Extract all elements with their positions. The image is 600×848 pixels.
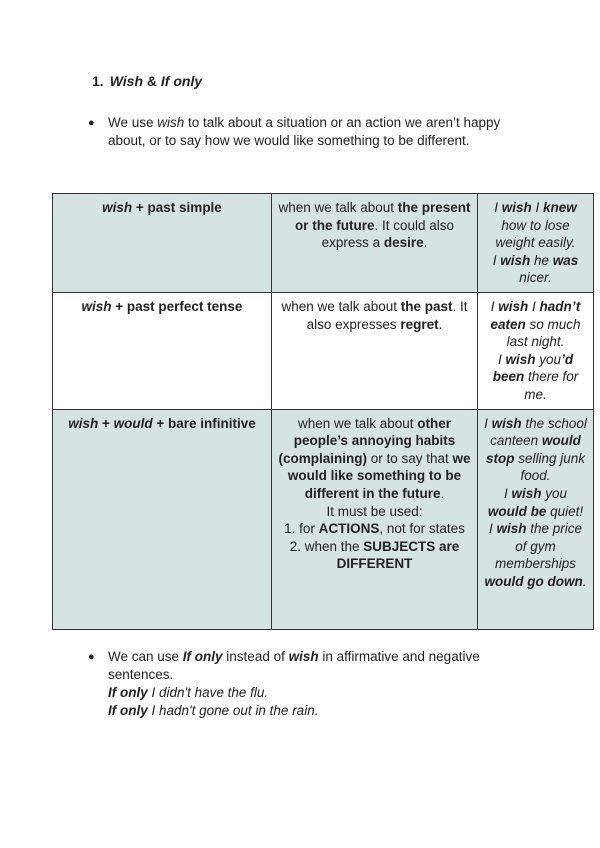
if-only-bullet xyxy=(88,648,518,720)
must-be-used: It must be used: xyxy=(326,503,423,519)
intro-bullet xyxy=(88,114,518,150)
usage-list xyxy=(278,520,471,573)
use-cell: when we talk about the past. It also expresses regret. xyxy=(271,292,477,409)
intro-text-part: to talk about a situation or an action we aren’t happy about, or to say how we would like something to be different. xyxy=(108,115,501,148)
heading-number: 1. xyxy=(92,73,104,89)
list-item: 1. for ACTIONS, not for states xyxy=(284,521,465,537)
list-item: 2. when the SUBJECTS are DIFFERENT xyxy=(289,538,460,572)
heading-amp: & xyxy=(146,73,158,89)
bullet-icon: ● xyxy=(88,117,95,129)
use-cell: when we talk about other people’s annoying habits (complaining) or to say that we would like something to be different in the future. It must be used: 1. for ACTIONS, not for states 2. when the SUBJECTS are DIFFERENT xyxy=(271,409,477,629)
intro-text-part: We use xyxy=(108,115,158,130)
intro-text xyxy=(108,114,518,150)
intro-wish-word: wish xyxy=(157,115,185,130)
table-row xyxy=(53,194,594,293)
section-heading xyxy=(92,72,202,90)
structure-wish: wish xyxy=(81,298,112,314)
example-cell: I wish I knew how to lose weight easily. I wish he was nicer. xyxy=(478,194,594,293)
structure-text: + past perfect tense xyxy=(111,298,243,314)
heading-if-only: If only xyxy=(160,73,203,89)
grammar-table xyxy=(52,193,594,630)
structure-cell: wish + would + bare infinitive xyxy=(53,409,272,629)
structure-would: would xyxy=(113,415,153,431)
structure-wish: wish xyxy=(68,415,99,431)
structure-cell xyxy=(53,194,272,293)
heading-wish: Wish xyxy=(109,73,144,89)
structure-cell xyxy=(53,292,272,409)
structure-wish: wish xyxy=(102,200,133,215)
if-only-text: We can use If only instead of wish in affirmative and negative sentences. xyxy=(108,649,480,682)
example-cell: I wish I hadn’t eaten so much last night. I wish you’d been there for me. xyxy=(478,292,594,409)
bullet-icon: ● xyxy=(88,651,95,663)
use-cell: when we talk about the present or the future. It could also express a desire. xyxy=(271,194,477,293)
table-row xyxy=(53,409,594,629)
table-row xyxy=(53,292,594,409)
structure-text: + past simple xyxy=(132,200,222,215)
example-cell: I wish the school canteen would stop selling junk food. I wish you would be quiet! I wish the price of gym memberships would go down. xyxy=(478,409,594,629)
if-only-example: If only I hadn't gone out in the rain. xyxy=(108,703,319,718)
if-only-example: If only I didn't have the flu. xyxy=(108,685,269,700)
